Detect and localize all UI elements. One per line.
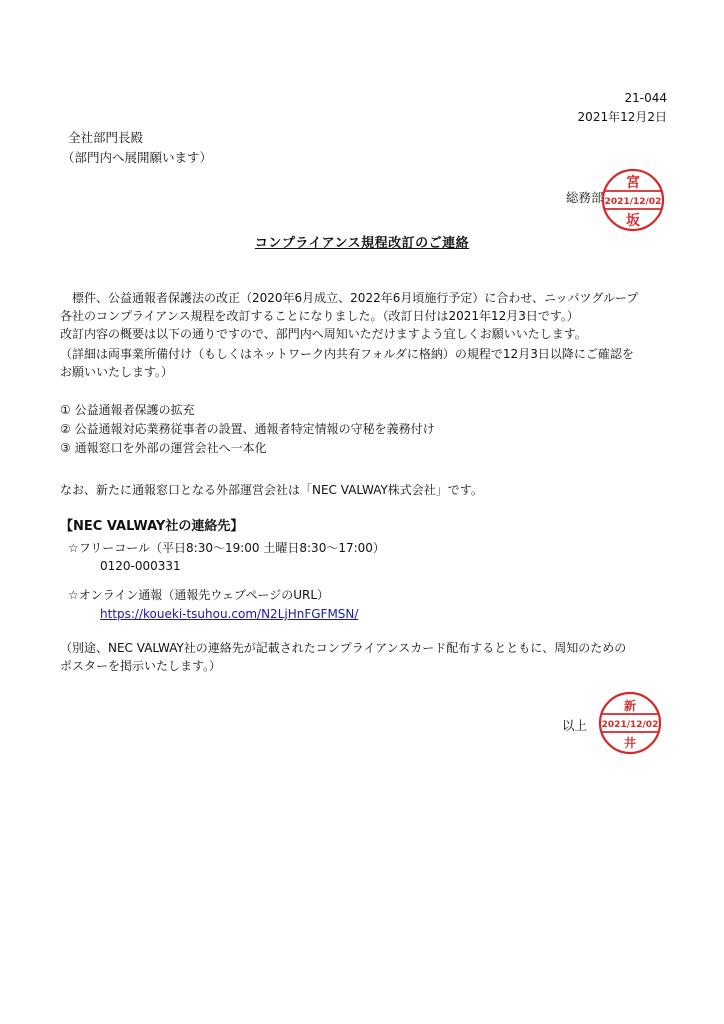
stamp-top-date: 2021/12/02: [604, 197, 662, 207]
list-item: ③ 通報窓口を外部の運営会社へ一本化: [60, 441, 267, 455]
list-item: ① 公益通報者保護の拡充: [60, 403, 195, 417]
approval-stamp-bottom: [597, 690, 663, 756]
freecall-label: ☆フリーコール（平日8:30～19:00 土曜日8:30～17:00）: [68, 541, 385, 555]
sender-department: 総務部: [566, 190, 604, 205]
online-url-link[interactable]: https://koueki-tsuhou.com/N2LjHnFGFMSN/: [100, 607, 359, 621]
end-mark: 以上: [562, 718, 588, 733]
document-title: コンプライアンス規程改訂のご連絡: [254, 236, 470, 251]
addressee: 全社部門長殿: [68, 130, 144, 145]
stamp-top-surname-1: 宮: [626, 175, 640, 191]
closing-line: （別途、NEC VALWAY社の連絡先が記載されたコンプライアンスカード配布するとともに、周知のための: [60, 641, 627, 655]
stamp-bottom-date: 2021/12/02: [601, 720, 659, 730]
body-line: 標件、公益通報者保護法の改正（2020年6月成立、2022年6月頃施行予定）に合わせ、ニッパツグループ: [60, 291, 639, 305]
stamp-bottom-surname-1: 新: [623, 699, 637, 713]
closing-line: ポスターを掲示いたします。）: [60, 659, 222, 673]
approval-stamp-top: [600, 167, 666, 233]
note-line: なお、新たに通報窓口となる外部運営会社は「NEC VALWAY株式会社」です。: [60, 483, 483, 497]
doc-number: 21-044: [624, 91, 667, 105]
stamp-bottom-surname-2: 井: [623, 736, 637, 750]
body-line: お願いいたします。）: [60, 365, 174, 379]
body-line: 各社のコンプライアンス規程を改訂することになりました。（改訂日付は2021年12月3日です。）: [60, 309, 579, 323]
stamp-top-surname-2: 坂: [626, 213, 640, 229]
body-line: 改訂内容の概要は以下の通りですので、部門内へ周知いただけますよう宜しくお願いいたします。: [60, 327, 587, 341]
list-item: ② 公益通報対応業務従事者の設置、通報者特定情報の守秘を義務付け: [60, 422, 435, 436]
body-line: （詳細は両事業所備付け（もしくはネットワーク内共有フォルダに格納）の規程で12月3日以降にご確認を: [60, 347, 634, 361]
addressee-note: （部門内へ展開願います）: [62, 150, 213, 165]
contact-heading: 【NEC VALWAY社の連絡先】: [60, 519, 244, 534]
online-label: ☆オンライン通報（通報先ウェブページのURL）: [68, 588, 330, 602]
freecall-number: 0120-000331: [100, 559, 181, 573]
doc-date: 2021年12月2日: [577, 110, 667, 124]
